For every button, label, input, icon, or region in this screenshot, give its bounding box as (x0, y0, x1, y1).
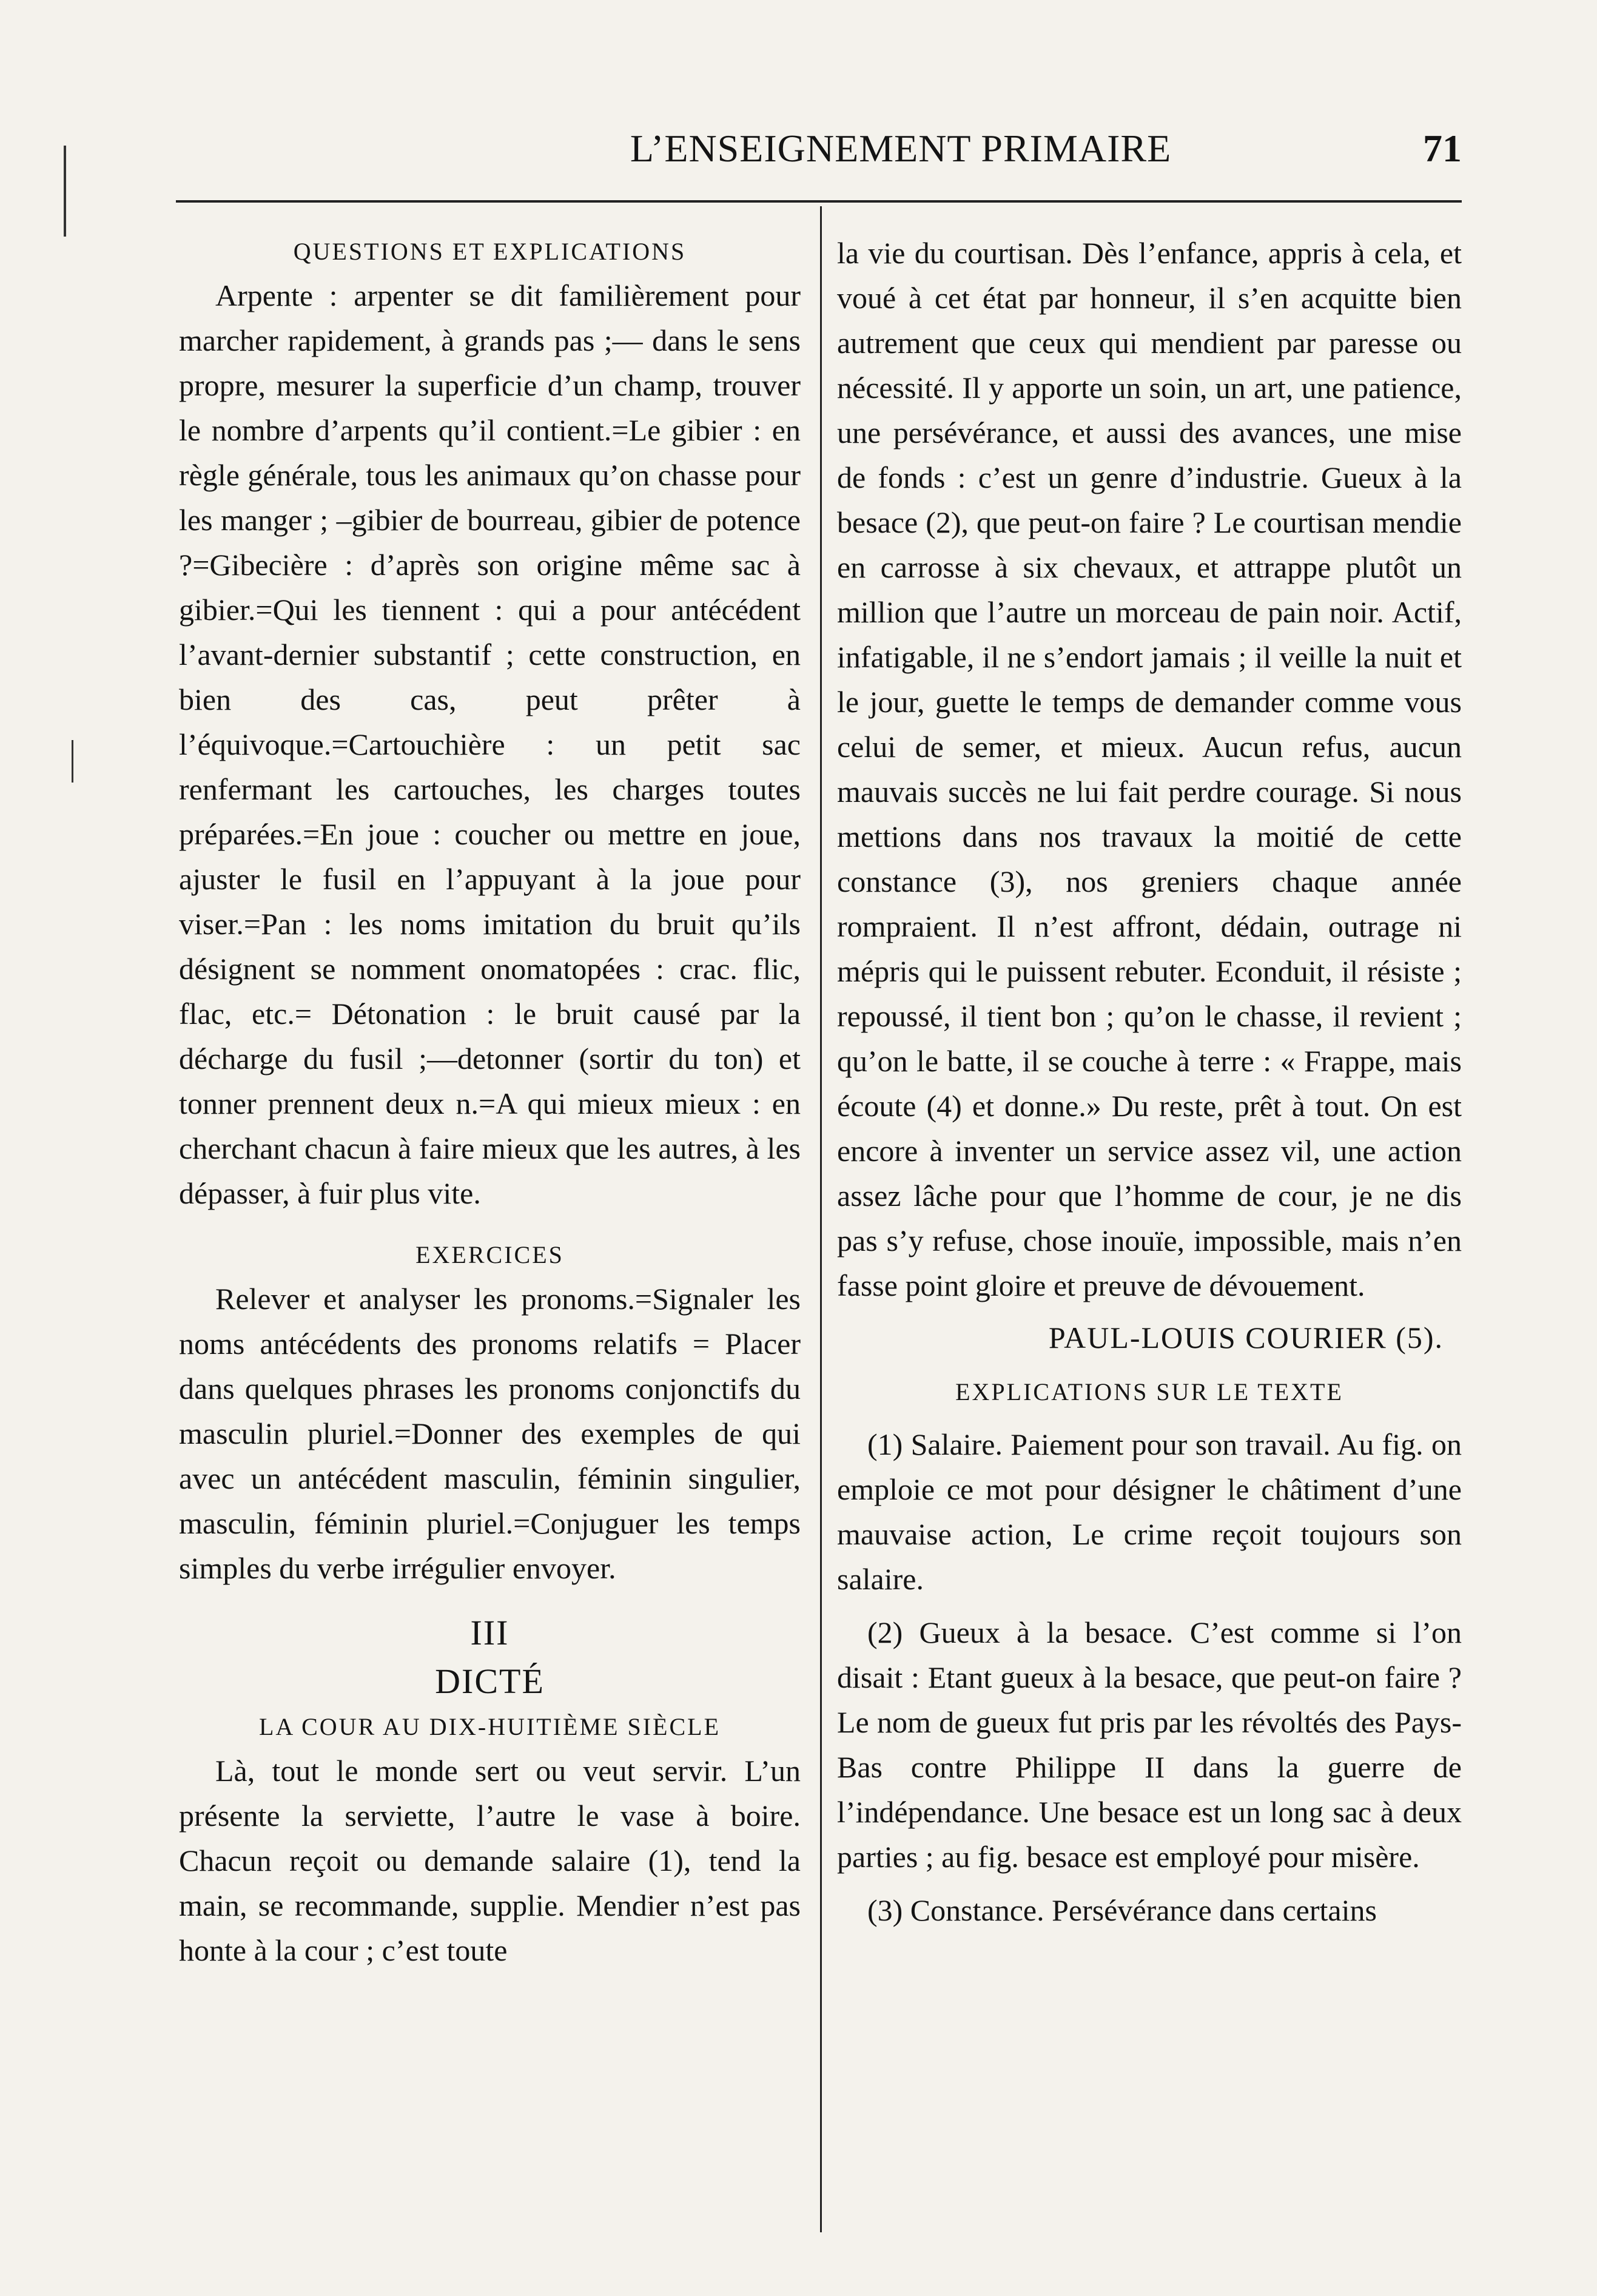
explanation-item: (3) Constance. Persévérance dans certains (867, 1893, 1377, 1927)
page-number: 71 (1423, 127, 1462, 170)
page-header (182, 115, 1462, 182)
header-rule (176, 200, 1462, 203)
exercises-heading: EXERCICES (415, 1241, 564, 1268)
questions-heading: QUESTIONS ET EXPLICATIONS (293, 238, 687, 265)
explanation-item: (2) Gueux à la besace. C’est comme si l’on disait : Etant gueux à la besace, que peut-on faire ? Le nom de gueux fut pris par les révoltés des Pays-Bas contre Philippe II dans la guerre de l’indépendance. Une besace est un long sac à deux parties ; au fig. besace est employé pour misère. (837, 1615, 1462, 1874)
explanation-item: (1) Salaire. Paiement pour son travail. Au fig. on emploie ce mot pour désigner le châtiment d’une mauvaise action, Le crime reçoit toujours son salaire. (837, 1427, 1462, 1596)
margin-bar (72, 740, 73, 783)
exercises-text: Relever et analyser les pronoms.=Signaler les noms antécédents des pronoms relatifs = Placer dans quelques phrases les pronoms conjonctifs du masculin pluriel.=Donner des exemples de qui avec un antécédent masculin, féminin singulier, masculin, féminin pluriel.=Conjuguer les temps simples du verbe irrégulier envoyer. (179, 1282, 801, 1585)
left-column (179, 231, 801, 1980)
section-title: DICTÉ (435, 1661, 545, 1701)
dictation-text-start: Là, tout le monde sert ou veut servir. L’un présente la serviette, l’autre le vase à boire. Chacun reçoit ou demande salaire (1), tend la main, se recommande, supplie. Mendier n’est pas honte à la cour ; c’est toute (179, 1754, 801, 1967)
author-signature: PAUL-LOUIS COURIER (5). (1048, 1321, 1444, 1355)
column-divider (820, 206, 822, 2232)
dictation-heading: LA COUR AU DIX-HUITIÈME SIÈCLE (258, 1713, 721, 1740)
running-title: L’ENSEIGNEMENT PRIMAIRE (630, 127, 1172, 170)
section-number: III (470, 1613, 509, 1652)
margin-bar (64, 146, 66, 237)
right-column (837, 231, 1462, 1940)
explanations-heading: EXPLICATIONS SUR LE TEXTE (955, 1378, 1343, 1406)
dictation-text-continued: la vie du courtisan. Dès l’enfance, appris à cela, et voué à cet état par honneur, il s’en acquitte bien autrement que ceux qui mendient par paresse ou nécessité. Il y apporte un soin, un art, une patience, une persévérance, et aussi des avances, une mise de fonds : c’est un genre d’industrie. Gueux à la besace (2), que peut-on faire ? Le courtisan mendie en carrosse à six chevaux, et attrappe plutôt un million que l’autre un morceau de pain noir. Actif, infatigable, il ne s’endort jamais ; il veille la nuit et le jour, guette le temps de demander comme vous celui de semer, et mieux. Aucun refus, aucun mauvais succès ne lui fait perdre courage. Si nous mettions dans nos travaux la moitié de cette constance (3), nos greniers chaque année rompraient. Il n’est affront, dédain, outrage ni mépris qui le puissent rebuter. Econduit, il résiste ; repoussé, il tient bon ; qu’on le chasse, il revient ; qu’on le batte, il se couche à terre : « Frappe, mais écoute (4) et donne.» Du reste, prêt à tout. On est encore à inventer un service assez vil, une action assez lâche pour que l’homme de cour, je ne dis pas s’y refuse, chose inouïe, impossible, mais n’en fasse point gloire et preuve de dévouement. (837, 236, 1462, 1302)
questions-text: Arpente : arpenter se dit familièrement pour marcher rapidement, à grands pas ;— dans le sens propre, mesurer la superficie d’un champ, trouver le nombre d’arpents qu’il contient.=Le gibier : en règle générale, tous les animaux qu’on chasse pour les manger ; –gibier de bourreau, gibier de potence ?=Gibecière : d’après son origine même sac à gibier.=Qui les tiennent : qui a pour antécédent l’avant-dernier substantif ; cette construction, en bien des cas, peut prêter à l’équivoque.=Cartouchière : un petit sac renfermant les cartouches, les charges toutes préparées.=En joue : coucher ou mettre en joue, ajuster le fusil en l’appuyant à la joue pour viser.=Pan : les noms imitation du bruit qu’ils désignent se nomment onomatopées : crac. flic, flac, etc.= Détonation : le bruit causé par la décharge du fusil ;—detonner (sortir du ton) et tonner prennent deux n.=A qui mieux mieux : en cherchant chacun à faire mieux que les autres, à les dépasser, à fuir plus vite. (179, 278, 801, 1210)
